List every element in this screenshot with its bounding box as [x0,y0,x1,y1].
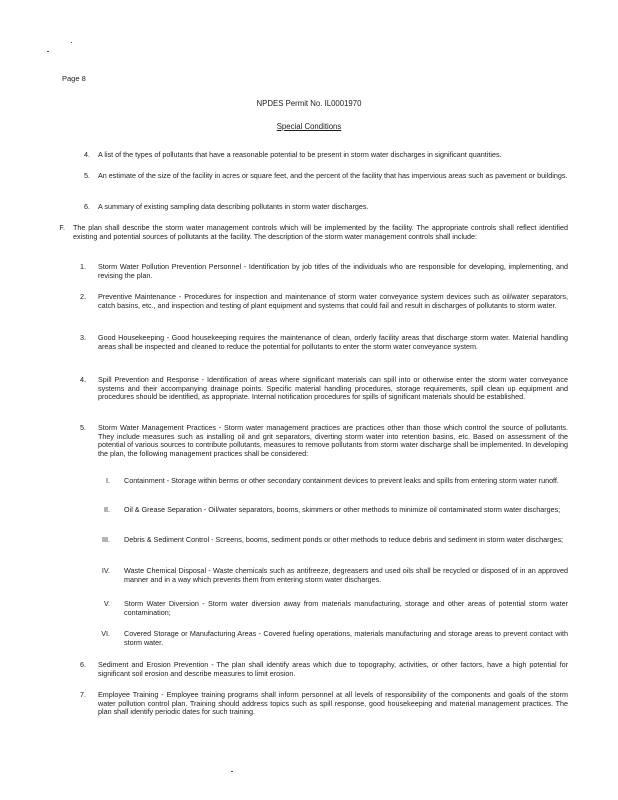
practice-number: V. [103,599,110,608]
item-number: 4. [84,150,90,159]
practice-text: Containment - Storage within berms or other secondary containment devices to prevent leaks and spills from entering storm water runoff. [124,476,559,485]
practice-number: I. [106,476,110,485]
practice-item [96,506,568,515]
item-number: 6. [84,202,90,211]
control-item [76,691,568,717]
item-number: 5. [84,171,90,180]
practice-item [96,600,568,617]
practice-text: Storm Water Diversion - Storm water diversion away from materials manufacturing, storage and other areas of potential storm water contamination; [124,599,568,617]
control-item [76,263,568,280]
practice-text: Waste Chemical Disposal - Waste chemicals such as antifreeze, degreasers and used oils shall be recycled or disposed of in an approved manner and in a way which prevents them from entering storm water discharges. [124,566,568,584]
item-text: Preventive Maintenance - Procedures for inspection and maintenance of storm water conveyance system devices such as oil/water separators, catch basins, etc., and inspection and testing of plant equipment and systems that could fail and result in discharges of pollutants to storm water. [98,292,568,310]
control-item [76,293,568,310]
list-item [76,203,568,212]
item-number: 3. [80,333,86,342]
practice-text: Debris & Sediment Control - Screens, booms, sediment ponds or other methods to reduce debris and sediment in storm water discharges; [124,535,564,544]
practice-number: IV. [101,566,110,575]
section-text: The plan shall describe the storm water management controls which will be implemented by the facility. The appropriate controls shall reflect identified existing and potential sources of pollutants at the facility. The description of the storm water management controls shall include: [73,223,568,241]
item-text: An estimate of the size of the facility in acres or square feet, and the percent of the facility that has impervious areas such as pavement or buildings. [98,171,568,180]
practice-text: Covered Storage or Manufacturing Areas - Covered fueling operations, materials manufacturing and storage areas to prevent contact with storm water. [124,629,568,647]
practice-item [96,630,568,647]
practice-item [96,477,568,486]
item-text: Storm Water Pollution Prevention Personnel - Identification by job titles of the individuals who are responsible for developing, implementing, and revising the plan. [98,262,568,280]
practice-number: VI. [101,629,110,638]
item-number: 4. [80,375,86,384]
item-number: 7. [80,690,86,699]
control-item [76,661,568,678]
item-text: Storm Water Management Practices - Storm water management practices are practices other than those which control the source of pollutants. They include measures such as installing oil and grit separators, diverting storm water into retention basins, etc. Based on assessment of the potential of various sources to contribute pollutants, measures to remove pollutants from storm water discharge shall be implemented. In developing the plan, the following management practices shall be considered: [98,423,568,458]
scan-speck [231,771,233,772]
practice-item [96,567,568,584]
permit-title: NPDES Permit No. IL0001970 [256,99,362,108]
practice-number: II. [104,505,110,514]
control-item [76,334,568,351]
list-item [76,151,568,160]
item-number: 5. [80,423,86,432]
scan-speck [47,51,49,52]
item-text: Sediment and Erosion Prevention - The plan shall identify areas which due to topography, activities, or other factors, have a high potential for significant soil erosion and describe measures to limit erosion. [98,660,568,678]
practice-number: III. [102,535,110,544]
item-text: A summary of existing sampling data describing pollutants in storm water discharges. [98,202,369,211]
item-text: A list of the types of pollutants that have a reasonable potential to be present in storm water discharges in significant quantities. [98,150,502,159]
section-title: Special Conditions [276,122,342,131]
item-number: 2. [80,292,86,301]
item-number: 1. [80,262,86,271]
item-text: Good Housekeeping - Good housekeeping requires the maintenance of clean, orderly facility areas that discharge storm water. Material handling areas shall be inspected and cleaned to reduce the potential for pollutants to enter the storm water conveyance system. [98,333,568,351]
practice-text: Oil & Grease Separation - Oil/water separators, booms, skimmers or other methods to minimize oil contaminated storm water discharges; [124,505,561,514]
item-text: Spill Prevention and Response - Identification of areas where significant materials can spill into or otherwise enter the storm water conveyance systems and their accompanying drainage points. Specific material handling procedures, storage requirements, spill clean up equipment and procedures should be identified, as appropriate. Internal notification procedures for spills of significant materials should be established. [98,375,568,402]
page-label: Page 8 [62,74,86,83]
section-f [55,224,568,241]
item-number: 6. [80,660,86,669]
control-item [76,376,568,402]
list-item [76,172,568,181]
item-text: Employee Training - Employee training programs shall inform personnel at all levels of responsibility of the components and goals of the storm water pollution control plan. Training should address topics such as spill response, good housekeeping and material management practices. The plan shall identify periodic dates for such training. [98,690,568,717]
practice-item [96,536,568,545]
scan-speck [71,42,72,43]
section-letter: F. [59,223,65,232]
control-item [76,424,568,458]
